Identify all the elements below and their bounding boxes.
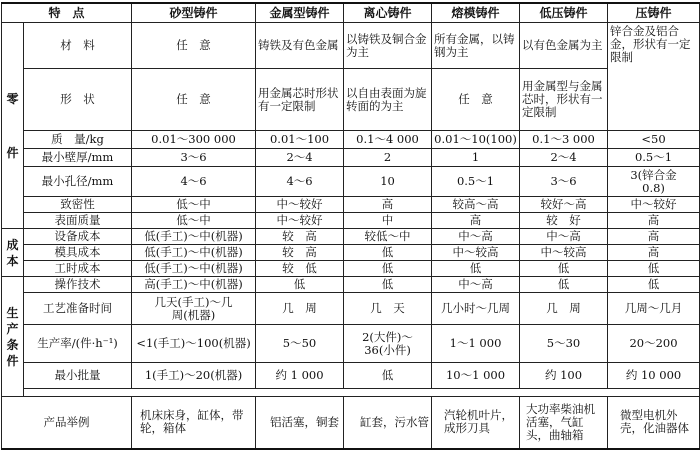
cell: 几 周 bbox=[256, 293, 344, 325]
cell: 较好～高 bbox=[520, 197, 608, 213]
row-batch bbox=[2, 363, 700, 389]
row-tech bbox=[2, 277, 700, 293]
cell: 低 bbox=[344, 261, 432, 277]
cell: 1～1 000 bbox=[432, 325, 520, 363]
cell: 用金属芯时形状有一定限制 bbox=[256, 69, 344, 131]
cell: 铸铁及有色金属 bbox=[256, 23, 344, 69]
cell: 大功率柴油机活塞，气缸头，曲轴箱 bbox=[520, 397, 608, 449]
cell: 5～50 bbox=[256, 325, 344, 363]
label-rate: 生产率/(件·h⁻¹) bbox=[24, 325, 132, 363]
cell: 中～较高 bbox=[432, 245, 520, 261]
cell: 0.5～1 bbox=[432, 167, 520, 197]
cell: 4～6 bbox=[132, 167, 256, 197]
label-prep-time: 工艺准备时间 bbox=[24, 293, 132, 325]
label-batch: 最小批量 bbox=[24, 363, 132, 389]
cell: 0.01～10(100) bbox=[432, 131, 520, 149]
row-material bbox=[2, 23, 700, 69]
cell: 3～6 bbox=[132, 149, 256, 167]
cell: 较高～高 bbox=[432, 197, 520, 213]
cell: 微型电机外壳，化油器体 bbox=[608, 397, 700, 449]
cell: 20～200 bbox=[608, 325, 700, 363]
group-cost: 成 本 bbox=[2, 229, 24, 277]
cell: 0.5～1 bbox=[608, 149, 700, 167]
cell: 5～30 bbox=[520, 325, 608, 363]
label-tech: 操作技术 bbox=[24, 277, 132, 293]
label-density: 致密性 bbox=[24, 197, 132, 213]
cell: 高 bbox=[608, 229, 700, 245]
row-prep-time bbox=[2, 293, 700, 325]
cell: 任 意 bbox=[432, 69, 520, 131]
cell: 中～高 bbox=[432, 229, 520, 245]
cell: 低 bbox=[520, 277, 608, 293]
label-labor-cost: 工时成本 bbox=[24, 261, 132, 277]
cell: 所有金属，以铸钢为主 bbox=[432, 23, 520, 69]
cell: 2 bbox=[344, 149, 432, 167]
header-metal-mold-casting: 金属型铸件 bbox=[256, 3, 344, 23]
cell: 以自由表面为旋转面的为主 bbox=[344, 69, 432, 131]
cell: 较 高 bbox=[256, 229, 344, 245]
cell: 较低～中 bbox=[344, 229, 432, 245]
cell: 10 bbox=[344, 167, 432, 197]
cell: 以有色金属为主 bbox=[520, 23, 608, 69]
label-mold-cost: 模具成本 bbox=[24, 245, 132, 261]
cell: 低 bbox=[344, 277, 432, 293]
row-rate bbox=[2, 325, 700, 363]
cell: 约 1 000 bbox=[256, 363, 344, 389]
cell: <1(手工)～100(机器) bbox=[132, 325, 256, 363]
cell: 中～高 bbox=[432, 277, 520, 293]
cell: 高 bbox=[608, 213, 700, 229]
cell: 0.1～3 000 bbox=[520, 131, 608, 149]
cell: 2～4 bbox=[256, 149, 344, 167]
cell: 3(锌合金0.8) bbox=[608, 167, 700, 197]
cell: 0.01～100 bbox=[256, 131, 344, 149]
header-features: 特 点 bbox=[2, 3, 132, 23]
cell: 高 bbox=[432, 213, 520, 229]
row-hole bbox=[2, 167, 700, 197]
casting-comparison-table bbox=[1, 2, 700, 450]
cell: 几 周 bbox=[520, 293, 608, 325]
cell: 低(手工)～中(机器) bbox=[132, 261, 256, 277]
row-mass bbox=[2, 131, 700, 149]
cell: 几 天 bbox=[344, 293, 432, 325]
cell: 锌合金及铝合金，形状有一定限制 bbox=[608, 23, 700, 131]
cell: 约 100 bbox=[520, 363, 608, 389]
cell: 4～6 bbox=[256, 167, 344, 197]
cell: <50 bbox=[608, 131, 700, 149]
spacer bbox=[24, 389, 700, 397]
header-row bbox=[2, 3, 700, 23]
header-centrifugal-casting: 离心铸件 bbox=[344, 3, 432, 23]
cell: 任 意 bbox=[132, 23, 256, 69]
row-wall bbox=[2, 149, 700, 167]
cell: 3～6 bbox=[520, 167, 608, 197]
label-shape: 形 状 bbox=[24, 69, 132, 131]
cell: 低 bbox=[608, 261, 700, 277]
group-part: 零 件 bbox=[2, 23, 24, 229]
cell: 高 bbox=[608, 245, 700, 261]
cell: 低(手工)～中(机器) bbox=[132, 229, 256, 245]
cell: 低 bbox=[344, 363, 432, 389]
cell: 0.1～4 000 bbox=[344, 131, 432, 149]
cell: 铝活塞，铜套 bbox=[256, 397, 344, 449]
cell: 较 高 bbox=[256, 245, 344, 261]
cell: 0.01～300 000 bbox=[132, 131, 256, 149]
row-examples bbox=[2, 397, 700, 449]
cell: 以铸铁及铜合金为主 bbox=[344, 23, 432, 69]
cell: 高(手工)～中(机器) bbox=[132, 277, 256, 293]
cell: 约 10 000 bbox=[608, 363, 700, 389]
cell: 低 bbox=[256, 277, 344, 293]
cell: 机床床身，缸体，带轮，箱体 bbox=[132, 397, 256, 449]
label-wall: 最小壁厚/mm bbox=[24, 149, 132, 167]
cell: 低～中 bbox=[132, 197, 256, 213]
row-labor-cost bbox=[2, 261, 700, 277]
cell: 汽轮机叶片，成形刀具 bbox=[432, 397, 520, 449]
label-mass: 质 量/kg bbox=[24, 131, 132, 149]
group-production: 生 产 条 件 bbox=[2, 277, 24, 397]
cell: 中～较好 bbox=[256, 197, 344, 213]
cell: 中～较好 bbox=[256, 213, 344, 229]
row-equip-cost bbox=[2, 229, 700, 245]
cell: 1 bbox=[432, 149, 520, 167]
cell: 低(手工)～中(机器) bbox=[132, 245, 256, 261]
row-density bbox=[2, 197, 700, 213]
cell: 较 好 bbox=[520, 213, 608, 229]
cell: 中 bbox=[344, 213, 432, 229]
cell: 10～1 000 bbox=[432, 363, 520, 389]
cell: 低 bbox=[344, 245, 432, 261]
row-surface bbox=[2, 213, 700, 229]
cell: 高 bbox=[344, 197, 432, 213]
label-equip-cost: 设备成本 bbox=[24, 229, 132, 245]
cell: 低～中 bbox=[132, 213, 256, 229]
cell: 几天(手工)～几周(机器) bbox=[132, 293, 256, 325]
cell: 中～较高 bbox=[520, 245, 608, 261]
row-shape bbox=[2, 69, 700, 131]
cell: 任 意 bbox=[132, 69, 256, 131]
label-examples: 产品举例 bbox=[2, 397, 132, 449]
cell: 低 bbox=[432, 261, 520, 277]
header-die-casting: 压铸件 bbox=[608, 3, 700, 23]
cell: 2(大件)～36(小件) bbox=[344, 325, 432, 363]
cell: 较 低 bbox=[256, 261, 344, 277]
label-hole: 最小孔径/mm bbox=[24, 167, 132, 197]
cell: 低 bbox=[608, 277, 700, 293]
cell: 缸套，污水管 bbox=[344, 397, 432, 449]
header-sand-casting: 砂型铸件 bbox=[132, 3, 256, 23]
cell: 用金属型与金属芯时，形状有一定限制 bbox=[520, 69, 608, 131]
label-material: 材 料 bbox=[24, 23, 132, 69]
cell: 几周～几月 bbox=[608, 293, 700, 325]
row-spacer bbox=[2, 389, 700, 397]
header-investment-casting: 熔模铸件 bbox=[432, 3, 520, 23]
cell: 中～较好 bbox=[608, 197, 700, 213]
cell: 1(手工)～20(机器) bbox=[132, 363, 256, 389]
cell: 2～4 bbox=[520, 149, 608, 167]
cell: 中～高 bbox=[520, 229, 608, 245]
header-low-pressure-casting: 低压铸件 bbox=[520, 3, 608, 23]
cell: 几小时～几周 bbox=[432, 293, 520, 325]
cell: 低 bbox=[520, 261, 608, 277]
label-surface: 表面质量 bbox=[24, 213, 132, 229]
row-mold-cost bbox=[2, 245, 700, 261]
